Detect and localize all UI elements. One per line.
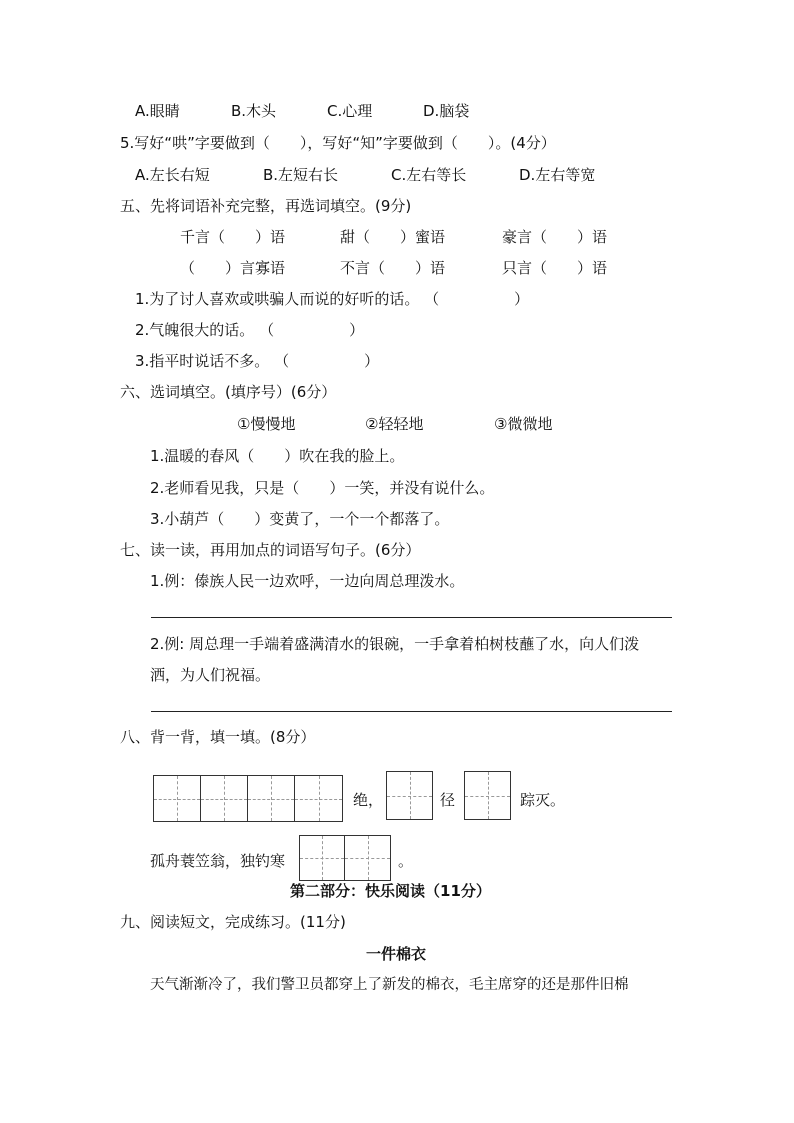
q5-item-2: 2.气魄很大的话。 （ ） <box>135 321 365 339</box>
q5-row1 <box>180 227 607 247</box>
answer-line-2[interactable] <box>151 711 672 712</box>
grid-cell[interactable] <box>154 776 201 821</box>
idiom-4: （ ）言寡语 <box>180 259 286 277</box>
q6-item-1: 1.温暖的春风（ ）吹在我的脸上。 <box>150 447 405 465</box>
q5-item-3: 3.指平时说话不多。 （ ） <box>135 352 380 370</box>
word-option-2: ②轻轻地 <box>365 415 424 433</box>
q9-title: 九、阅读短文，完成练习。(11分) <box>120 913 346 931</box>
grid-cell[interactable] <box>201 776 248 821</box>
char-grid-2[interactable] <box>386 771 433 820</box>
option-d: D.左右等宽 <box>519 166 596 184</box>
q4-item5: 5.写好“哄”字要做到（ ），写好“知”字要做到（ ）。(4分） <box>120 134 556 152</box>
grid-cell[interactable] <box>300 836 345 880</box>
q6-title: 六、选词填空。(填序号）(6分） <box>120 383 337 401</box>
poem-line-2-end: 。 <box>398 852 414 870</box>
option-c: C.左右等长 <box>391 166 467 184</box>
grid-cell[interactable] <box>345 836 390 880</box>
word-option-1: ①慢慢地 <box>237 415 296 433</box>
poem-text-jing: 径 <box>440 791 456 809</box>
q7-example-2-line2: 洒，为人们祝福。 <box>150 666 271 684</box>
idiom-6: 只言（ ）语 <box>502 259 608 277</box>
grid-cell[interactable] <box>465 772 510 819</box>
part2-heading: 第二部分：快乐阅读（11分） <box>290 882 491 900</box>
char-grid-4[interactable] <box>299 835 391 881</box>
poem-text-jue: 绝， <box>353 791 384 809</box>
q5-row2 <box>180 258 607 278</box>
idiom-5: 不言（ ）语 <box>340 259 446 277</box>
passage-title: 一件棉衣 <box>366 945 427 963</box>
option-d: D.脑袋 <box>423 102 470 120</box>
poem-text-zongmie: 踪灭。 <box>520 791 566 809</box>
char-grid-1[interactable] <box>153 775 343 822</box>
idiom-3: 豪言（ ）语 <box>502 228 608 246</box>
q8-title: 八、背一背，填一填。(8分） <box>120 728 316 746</box>
option-b: B.木头 <box>231 102 277 120</box>
poem-line-2-text: 孤舟蓑笠翁，独钓寒 <box>150 852 286 870</box>
q4-options-a <box>135 101 469 121</box>
answer-line-1[interactable] <box>151 617 672 618</box>
option-a: A.眼睛 <box>135 102 180 120</box>
grid-cell[interactable] <box>248 776 295 821</box>
q4-options-b <box>135 165 595 185</box>
option-c: C.心理 <box>327 102 373 120</box>
idiom-2: 甜（ ）蜜语 <box>340 228 446 246</box>
grid-cell[interactable] <box>295 776 342 821</box>
idiom-1: 千言（ ）语 <box>180 228 286 246</box>
option-a: A.左长右短 <box>135 166 210 184</box>
passage-line-1: 天气渐渐冷了，我们警卫员都穿上了新发的棉衣，毛主席穿的还是那件旧棉 <box>150 977 629 993</box>
q6-item-2: 2.老师看见我，只是（ ）一笑，并没有说什么。 <box>150 479 495 497</box>
q7-title: 七、读一读，再用加点的词语写句子。(6分） <box>120 541 421 559</box>
q5-title: 五、先将词语补充完整，再选词填空。(9分) <box>120 197 412 215</box>
q7-example-1: 1.例：傣族人民一边欢呼，一边向周总理泼水。 <box>150 572 465 590</box>
q6-item-3: 3.小葫芦（ ）变黄了，一个一个都落了。 <box>150 510 450 528</box>
word-option-3: ③微微地 <box>494 415 553 433</box>
option-b: B.左短右长 <box>263 166 339 184</box>
grid-cell[interactable] <box>387 772 432 819</box>
q6-options <box>237 414 552 434</box>
q5-item-1: 1.为了讨人喜欢或哄骗人而说的好听的话。 （ ） <box>135 290 530 308</box>
q7-example-2-line1: 2.例: 周总理一手端着盛满清水的银碗，一手拿着柏树枝蘸了水，向人们泼 <box>150 635 640 653</box>
char-grid-3[interactable] <box>464 771 511 820</box>
